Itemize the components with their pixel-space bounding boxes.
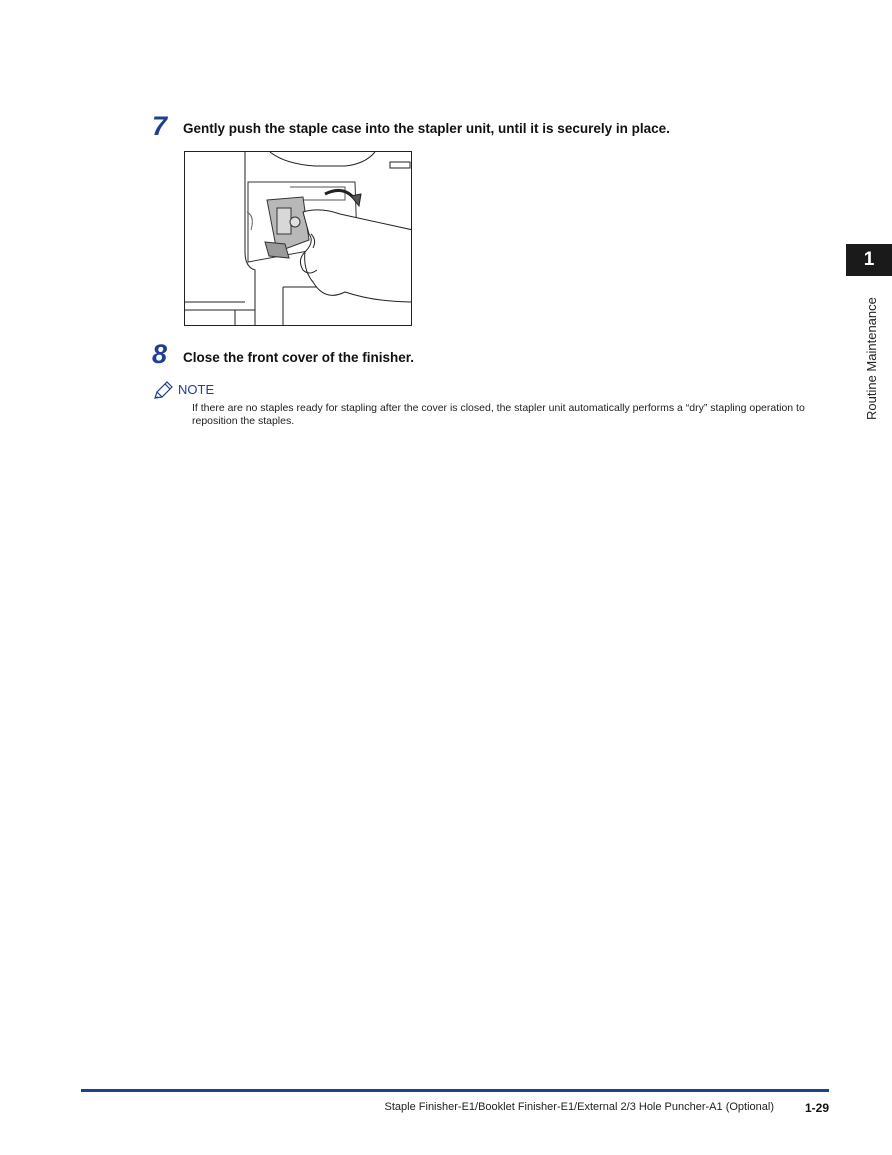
pencil-icon bbox=[152, 381, 174, 401]
chapter-title: Routine Maintenance bbox=[864, 297, 879, 420]
staple-case-illustration bbox=[184, 151, 412, 326]
step-7-number: 7 bbox=[152, 111, 168, 141]
step-8-text: Close the front cover of the finisher. bbox=[183, 350, 415, 365]
footer-rule bbox=[81, 1089, 829, 1092]
footer-title: Staple Finisher-E1/Booklet Finisher-E1/External 2/3 Hole Puncher-A1 (Optional) bbox=[384, 1101, 774, 1113]
note-label: NOTE bbox=[178, 382, 215, 397]
step-7-text: Gently push the staple case into the stapler unit, until it is securely in place. bbox=[183, 121, 670, 136]
note-text: If there are no staples ready for stapling after the cover is closed, the stapler unit automatically performs a “dry” stapling operation to reposition the staples. bbox=[192, 402, 805, 427]
chapter-number-tab: 1 bbox=[846, 244, 892, 276]
step-8-number: 8 bbox=[152, 339, 168, 369]
page-number: 1-29 bbox=[804, 1101, 829, 1115]
